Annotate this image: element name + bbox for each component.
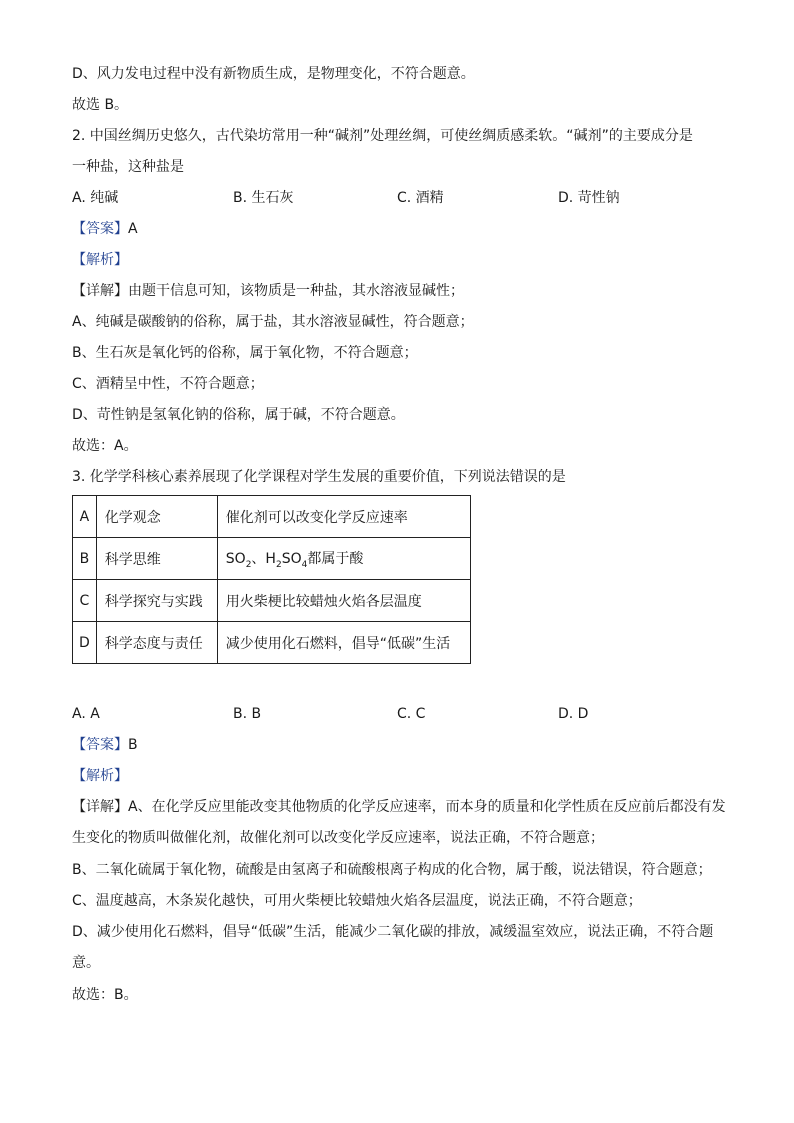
q3-choice: 故选：B。	[72, 987, 138, 1003]
q2-detail-b: B、生石灰是氧化钙的俗称，属于氧化物，不符合题意；	[72, 345, 418, 361]
q3-option-d: D. D	[558, 706, 589, 722]
table-row	[73, 580, 471, 622]
q2-detail-intro-text: 由题干信息可知，该物质是一种盐，其水溶液显碱性；	[128, 283, 464, 299]
q2-choice: 故选：A。	[72, 438, 138, 454]
q2-options	[72, 188, 732, 219]
q3-table	[72, 495, 471, 664]
formula-sub: 2	[275, 559, 282, 570]
formula-sub: 2	[245, 559, 252, 570]
q3-options	[72, 704, 732, 735]
q3-option-a: A. A	[72, 706, 100, 722]
formula-sep: 、H	[251, 550, 276, 567]
row-letter: C	[73, 580, 97, 622]
q3-option-b: B. B	[233, 706, 262, 722]
formula-sub: 4	[301, 559, 308, 570]
q1-option-d-explanation: D、风力发电过程中没有新物质生成，是物理变化，不符合题意。	[72, 66, 475, 82]
q2-detail-a: A、纯碱是碳酸钠的俗称，属于盐，其水溶液显碱性，符合题意；	[72, 314, 474, 330]
q2-detail-c: C、酒精呈中性，不符合题意；	[72, 376, 264, 392]
q2-answer	[72, 219, 732, 250]
row-aspect: 科学思维	[96, 538, 217, 580]
table-row	[73, 538, 471, 580]
formula-so4: SO	[281, 550, 302, 567]
q2-option-d: D. 苛性钠	[558, 190, 620, 206]
q3-detail-d: D、减少使用化石燃料，倡导“低碳”生活，能减少二氧化碳的排放，减缓温室效应，说法正确，不符合题意。	[72, 924, 714, 971]
q2-stem-line-1: 2. 中国丝绸历史悠久，古代染坊常用一种“碱剂”处理丝绸，可使丝绸质感柔软。“碱剂”的主要成分是	[72, 128, 693, 144]
detail-tag: 【详解】	[72, 283, 128, 299]
q3-detail-a	[72, 792, 732, 854]
row-statement: 减少使用化石燃料，倡导“低碳”生活	[217, 622, 470, 664]
q3-detail-a-text: A、在化学反应里能改变其他物质的化学反应速率，而本身的质量和化学性质在反应前后都没有发生变化的物质叫做催化剂，故催化剂可以改变化学反应速率，说法正确，不符合题意；	[72, 799, 726, 846]
q3-detail-b: B、二氧化硫属于氧化物，硫酸是由氢离子和硫酸根离子构成的化合物，属于酸，说法错误，符合题意；	[72, 862, 712, 878]
q3-detail-c: C、温度越高，木条炭化越快，可用火柴梗比较蜡烛火焰各层温度，说法正确，不符合题意；	[72, 893, 642, 909]
answer-tag: 【答案】	[72, 737, 128, 753]
q2-stem-line-2: 一种盐，这种盐是	[72, 159, 184, 175]
row-aspect: 化学观念	[96, 496, 217, 538]
q2-answer-value: A	[128, 221, 138, 237]
document-page	[72, 64, 732, 1016]
q3-answer-value: B	[128, 737, 138, 753]
q2-option-a: A. 纯碱	[72, 190, 119, 206]
q2-analysis-tag: 【解析】	[72, 252, 128, 268]
row-statement: 催化剂可以改变化学反应速率	[217, 496, 470, 538]
q2-option-c: C. 酒精	[397, 190, 444, 206]
row-letter: D	[73, 622, 97, 664]
q2-detail-intro	[72, 281, 732, 312]
answer-tag: 【答案】	[72, 221, 128, 237]
q3-option-c: C. C	[397, 706, 426, 722]
q2-option-b: B. 生石灰	[233, 190, 294, 206]
formula-so: SO	[225, 550, 246, 567]
row-statement	[217, 538, 470, 580]
table-row	[73, 622, 471, 664]
q1-choice: 故选 B。	[72, 97, 129, 113]
row-letter: A	[73, 496, 97, 538]
q3-stem: 3. 化学学科核心素养展现了化学课程对学生发展的重要价值，下列说法错误的是	[72, 469, 566, 485]
row-aspect: 科学态度与责任	[96, 622, 217, 664]
q3-answer	[72, 735, 732, 766]
row-letter: B	[73, 538, 97, 580]
statement-tail: 都属于酸	[307, 550, 364, 567]
table-row	[73, 496, 471, 538]
row-aspect: 科学探究与实践	[96, 580, 217, 622]
row-statement: 用火柴梗比较蜡烛火焰各层温度	[217, 580, 470, 622]
q2-detail-d: D、苛性钠是氢氧化钠的俗称，属于碱，不符合题意。	[72, 407, 405, 423]
detail-tag: 【详解】	[72, 799, 128, 815]
q3-analysis-tag: 【解析】	[72, 768, 128, 784]
